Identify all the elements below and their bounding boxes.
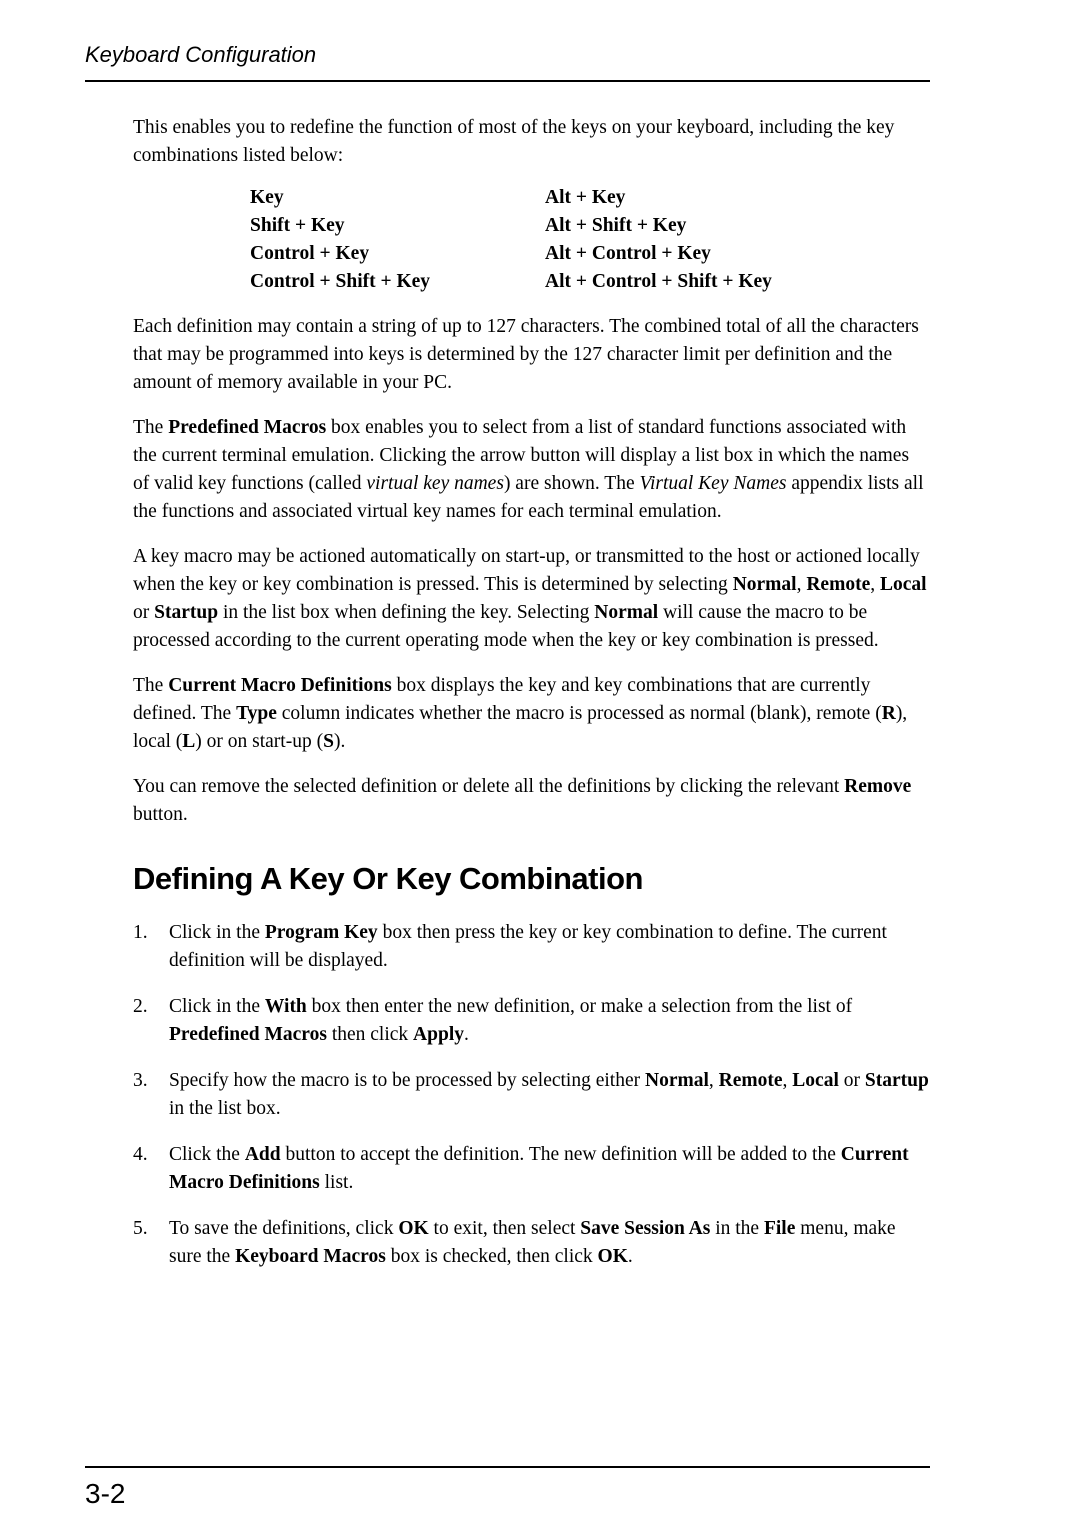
step-item (133, 1067, 930, 1123)
key-cell: Control + Key (250, 243, 370, 264)
step-item (133, 993, 930, 1049)
page-number: 3-2 (85, 1478, 126, 1509)
key-cell: Shift + Key (250, 215, 345, 236)
key-table-row (250, 184, 930, 212)
key-combination-table (250, 184, 930, 296)
key-table-row (250, 212, 930, 240)
footer-rule (85, 1466, 930, 1468)
step-number: 3. (133, 1070, 148, 1091)
header-title: Keyboard Configuration (85, 42, 317, 67)
header-rule (85, 80, 930, 82)
step-text: Click in the With box then enter the new definition, or make a selection from the list of Predefined Macros then click Apply. (169, 996, 853, 1045)
step-text: To save the definitions, click OK to exit, then select Save Session As in the File menu, make sure the Keyboard Macros box is checked, then click OK. (169, 1218, 896, 1267)
page-header (85, 42, 930, 82)
key-cell: Alt + Control + Shift + Key (545, 271, 772, 292)
step-number: 5. (133, 1218, 148, 1239)
key-table-row (250, 268, 930, 296)
paragraph-predefined-macros: The Predefined Macros box enables you to select from a list of standard functions associated with the current terminal emulation. Clicking the arrow button will display a list box in which the names of valid key functions (called virtual key names) are shown. The Virtual Key Names appendix lists all the functions and associated virtual key names for each terminal emulation. (133, 417, 924, 522)
step-text: Click in the Program Key box then press the key or key combination to define. The current definition will be displayed. (169, 922, 887, 971)
paragraph-macro-action: A key macro may be actioned automatically on start-up, or transmitted to the host or actioned locally when the key or key combination is pressed. This is determined by selecting Normal, Remote, Local or Startup in the list box when defining the key. Selecting Normal will cause the macro to be processed according to the current operating mode when the key or key combination is pressed. (133, 546, 927, 651)
step-item (133, 1215, 930, 1271)
key-cell: Alt + Shift + Key (545, 215, 687, 236)
key-table-row (250, 240, 930, 268)
step-number: 1. (133, 922, 148, 943)
page-footer (85, 1466, 930, 1510)
step-item (133, 919, 930, 975)
numbered-steps (133, 919, 930, 1271)
paragraph-definition-limits: Each definition may contain a string of up to 127 characters. The combined total of all the characters that may be programmed into keys is determined by the 127 character limit per definition and the amount of memory available in your PC. (133, 316, 919, 393)
paragraph-remove: You can remove the selected definition or delete all the definitions by clicking the relevant Remove button. (133, 776, 912, 825)
key-cell: Control + Shift + Key (250, 271, 431, 292)
step-number: 2. (133, 996, 148, 1017)
page-content (133, 114, 930, 1271)
step-number: 4. (133, 1144, 148, 1165)
key-cell: Alt + Key (545, 187, 626, 208)
paragraph-current-definitions: The Current Macro Definitions box displays the key and key combinations that are currently defined. The Type column indicates whether the macro is processed as normal (blank), remote (R), local (L) or on start-up (S). (133, 675, 908, 752)
step-text: Specify how the macro is to be processed by selecting either Normal, Remote, Local or Startup in the list box. (169, 1070, 929, 1119)
key-cell: Alt + Control + Key (545, 243, 711, 264)
step-text: Click the Add button to accept the definition. The new definition will be added to the Current Macro Definitions list. (169, 1144, 909, 1193)
step-item (133, 1141, 930, 1197)
intro-paragraph: This enables you to redefine the function of most of the keys on your keyboard, including the key combinations listed below: (133, 117, 895, 166)
key-cell: Key (250, 187, 284, 208)
section-heading: Defining A Key Or Key Combination (133, 861, 643, 896)
